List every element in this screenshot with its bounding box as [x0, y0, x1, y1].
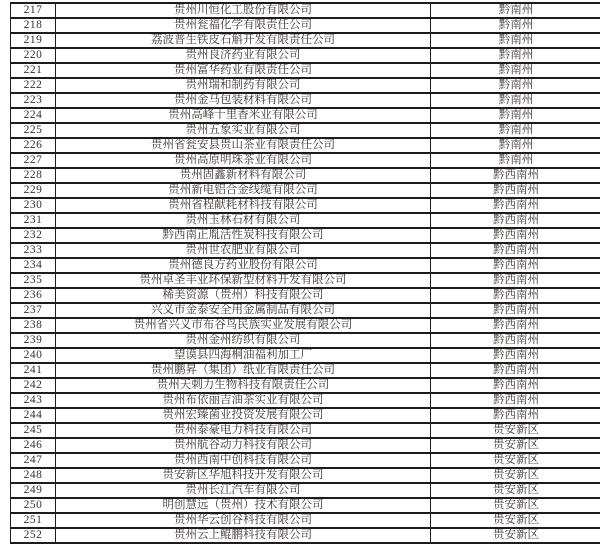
row-number-cell: 233	[11, 243, 56, 258]
table-row	[11, 303, 600, 318]
row-number-cell: 244	[11, 408, 56, 423]
company-region-table	[10, 2, 600, 544]
table-row	[11, 123, 600, 138]
region-cell: 黔南州	[431, 78, 600, 93]
region-cell: 黔西南州	[431, 213, 600, 228]
region-cell: 黔南州	[431, 123, 600, 138]
table-row	[11, 93, 600, 108]
row-number-cell: 239	[11, 333, 56, 348]
company-name-cell: 贵州瓮福化学有限责任公司	[56, 18, 431, 33]
region-cell: 黔南州	[431, 153, 600, 168]
row-number-cell: 235	[11, 273, 56, 288]
company-name-cell: 贵州省程献耗材科技有限公司	[56, 198, 431, 213]
region-cell: 黔西南州	[431, 393, 600, 408]
row-number-cell: 249	[11, 483, 56, 498]
row-number-cell: 238	[11, 318, 56, 333]
row-number-cell: 228	[11, 168, 56, 183]
region-cell: 黔南州	[431, 63, 600, 78]
region-cell: 黔西南州	[431, 333, 600, 348]
region-cell: 黔南州	[431, 138, 600, 153]
row-number-cell: 236	[11, 288, 56, 303]
table-row	[11, 198, 600, 213]
table-row	[11, 393, 600, 408]
company-name-cell: 贵州金州纺织有限公司	[56, 333, 431, 348]
region-cell: 黔西南州	[431, 243, 600, 258]
row-number-cell: 227	[11, 153, 56, 168]
company-name-cell: 望谟县四海桐油福利加工厂	[56, 348, 431, 363]
row-number-cell: 241	[11, 363, 56, 378]
row-number-cell: 217	[11, 3, 56, 18]
row-number-cell: 251	[11, 513, 56, 528]
table-row	[11, 63, 600, 78]
table-row	[11, 138, 600, 153]
company-name-cell: 贵州宏臻菌业投资发展有限公司	[56, 408, 431, 423]
region-cell: 黔南州	[431, 48, 600, 63]
row-number-cell: 229	[11, 183, 56, 198]
company-name-cell: 贵州高峰十里香米业有限公司	[56, 108, 431, 123]
company-name-cell: 贵州金马包装材料有限公司	[56, 93, 431, 108]
company-name-cell: 贵州新电铝合金线缆有限公司	[56, 183, 431, 198]
company-name-cell: 稀美资源（贵州）科技有限公司	[56, 288, 431, 303]
company-name-cell: 贵州长江汽车有限公司	[56, 483, 431, 498]
company-name-cell: 兴义市金泰安全用金属制品有限公司	[56, 303, 431, 318]
company-name-cell: 黔西南正胤活性炭科技有限公司	[56, 228, 431, 243]
company-name-cell: 贵州德良方药业股份有限公司	[56, 258, 431, 273]
table-row	[11, 318, 600, 333]
row-number-cell: 237	[11, 303, 56, 318]
region-cell: 黔西南州	[431, 168, 600, 183]
table-row	[11, 243, 600, 258]
table-row	[11, 258, 600, 273]
company-name-cell: 贵州世农肥业有限公司	[56, 243, 431, 258]
region-cell: 贵安新区	[431, 453, 600, 468]
row-number-cell: 247	[11, 453, 56, 468]
row-number-cell: 219	[11, 33, 56, 48]
table-row	[11, 273, 600, 288]
table-row	[11, 363, 600, 378]
row-number-cell: 248	[11, 468, 56, 483]
table-row	[11, 408, 600, 423]
table-row	[11, 48, 600, 63]
company-name-cell: 荔波普生铁皮石斛开发有限责任公司	[56, 33, 431, 48]
table-row	[11, 498, 600, 513]
company-name-cell: 贵州五象实业有限公司	[56, 123, 431, 138]
company-name-cell: 贵州玉林石材有限公司	[56, 213, 431, 228]
region-cell: 贵安新区	[431, 498, 600, 513]
region-cell: 黔南州	[431, 93, 600, 108]
table-body	[11, 3, 600, 543]
row-number-cell: 230	[11, 198, 56, 213]
table-row	[11, 18, 600, 33]
row-number-cell: 218	[11, 18, 56, 33]
region-cell: 贵安新区	[431, 483, 600, 498]
table-row	[11, 153, 600, 168]
table-row	[11, 423, 600, 438]
table-row	[11, 483, 600, 498]
region-cell: 贵安新区	[431, 423, 600, 438]
row-number-cell: 234	[11, 258, 56, 273]
table-row	[11, 78, 600, 93]
table-row	[11, 528, 600, 543]
row-number-cell: 222	[11, 78, 56, 93]
row-number-cell: 232	[11, 228, 56, 243]
region-cell: 黔南州	[431, 108, 600, 123]
table-row	[11, 453, 600, 468]
region-cell: 黔南州	[431, 33, 600, 48]
table-row	[11, 108, 600, 123]
region-cell: 黔西南州	[431, 363, 600, 378]
region-cell: 黔西南州	[431, 228, 600, 243]
table-row	[11, 33, 600, 48]
company-name-cell: 贵州省瓮安县贵山茶业有限责任公司	[56, 138, 431, 153]
company-name-cell: 贵州华云创谷科技有限公司	[56, 513, 431, 528]
row-number-cell: 221	[11, 63, 56, 78]
company-name-cell: 贵州川恒化工股份有限公司	[56, 3, 431, 18]
row-number-cell: 220	[11, 48, 56, 63]
company-name-cell: 贵州天刺力生物科技有限责任公司	[56, 378, 431, 393]
company-name-cell: 贵安新区华旭科技开发有限公司	[56, 468, 431, 483]
table-row	[11, 513, 600, 528]
company-name-cell: 贵州省兴义市布谷鸟民族实业发展有限公司	[56, 318, 431, 333]
company-name-cell: 贵州卓圣丰业环保新型材料开发有限公司	[56, 273, 431, 288]
company-name-cell: 贵州高原明珠茶业有限公司	[56, 153, 431, 168]
table-row	[11, 288, 600, 303]
region-cell: 黔西南州	[431, 348, 600, 363]
table-row	[11, 168, 600, 183]
region-cell: 贵安新区	[431, 438, 600, 453]
company-name-cell: 贵州西南中创科技有限公司	[56, 453, 431, 468]
company-name-cell: 贵州航谷动力科技有限公司	[56, 438, 431, 453]
row-number-cell: 246	[11, 438, 56, 453]
row-number-cell: 250	[11, 498, 56, 513]
region-cell: 黔西南州	[431, 378, 600, 393]
row-number-cell: 245	[11, 423, 56, 438]
company-name-cell: 贵州泰豪电力科技有限公司	[56, 423, 431, 438]
company-name-cell: 贵州良济药业有限公司	[56, 48, 431, 63]
company-name-cell: 贵州鹏昇（集团）纸业有限责任公司	[56, 363, 431, 378]
region-cell: 黔西南州	[431, 408, 600, 423]
row-number-cell: 231	[11, 213, 56, 228]
region-cell: 黔西南州	[431, 258, 600, 273]
region-cell: 贵安新区	[431, 513, 600, 528]
row-number-cell: 224	[11, 108, 56, 123]
company-name-cell: 贵州布依丽吉油茶实业有限公司	[56, 393, 431, 408]
company-name-cell: 贵州瑞和制药有限公司	[56, 78, 431, 93]
region-cell: 贵安新区	[431, 528, 600, 543]
row-number-cell: 223	[11, 93, 56, 108]
table-row	[11, 213, 600, 228]
table-row	[11, 3, 600, 18]
table-row	[11, 378, 600, 393]
table-row	[11, 468, 600, 483]
table-row	[11, 348, 600, 363]
company-name-cell: 贵州云上鲲鹏科技有限公司	[56, 528, 431, 543]
region-cell: 黔南州	[431, 3, 600, 18]
company-name-cell: 明创慧远（贵州）技术有限公司	[56, 498, 431, 513]
row-number-cell: 252	[11, 528, 56, 543]
region-cell: 黔南州	[431, 18, 600, 33]
table-row	[11, 333, 600, 348]
row-number-cell: 242	[11, 378, 56, 393]
row-number-cell: 243	[11, 393, 56, 408]
region-cell: 黔西南州	[431, 273, 600, 288]
region-cell: 黔西南州	[431, 183, 600, 198]
region-cell: 黔西南州	[431, 288, 600, 303]
row-number-cell: 226	[11, 138, 56, 153]
row-number-cell: 225	[11, 123, 56, 138]
table-row	[11, 228, 600, 243]
company-name-cell: 贵州富华药业有限责任公司	[56, 63, 431, 78]
row-number-cell: 240	[11, 348, 56, 363]
table-row	[11, 438, 600, 453]
region-cell: 黔西南州	[431, 303, 600, 318]
company-name-cell: 贵州固鑫新材料有限公司	[56, 168, 431, 183]
region-cell: 贵安新区	[431, 468, 600, 483]
region-cell: 黔西南州	[431, 198, 600, 213]
table-row	[11, 183, 600, 198]
region-cell: 黔西南州	[431, 318, 600, 333]
